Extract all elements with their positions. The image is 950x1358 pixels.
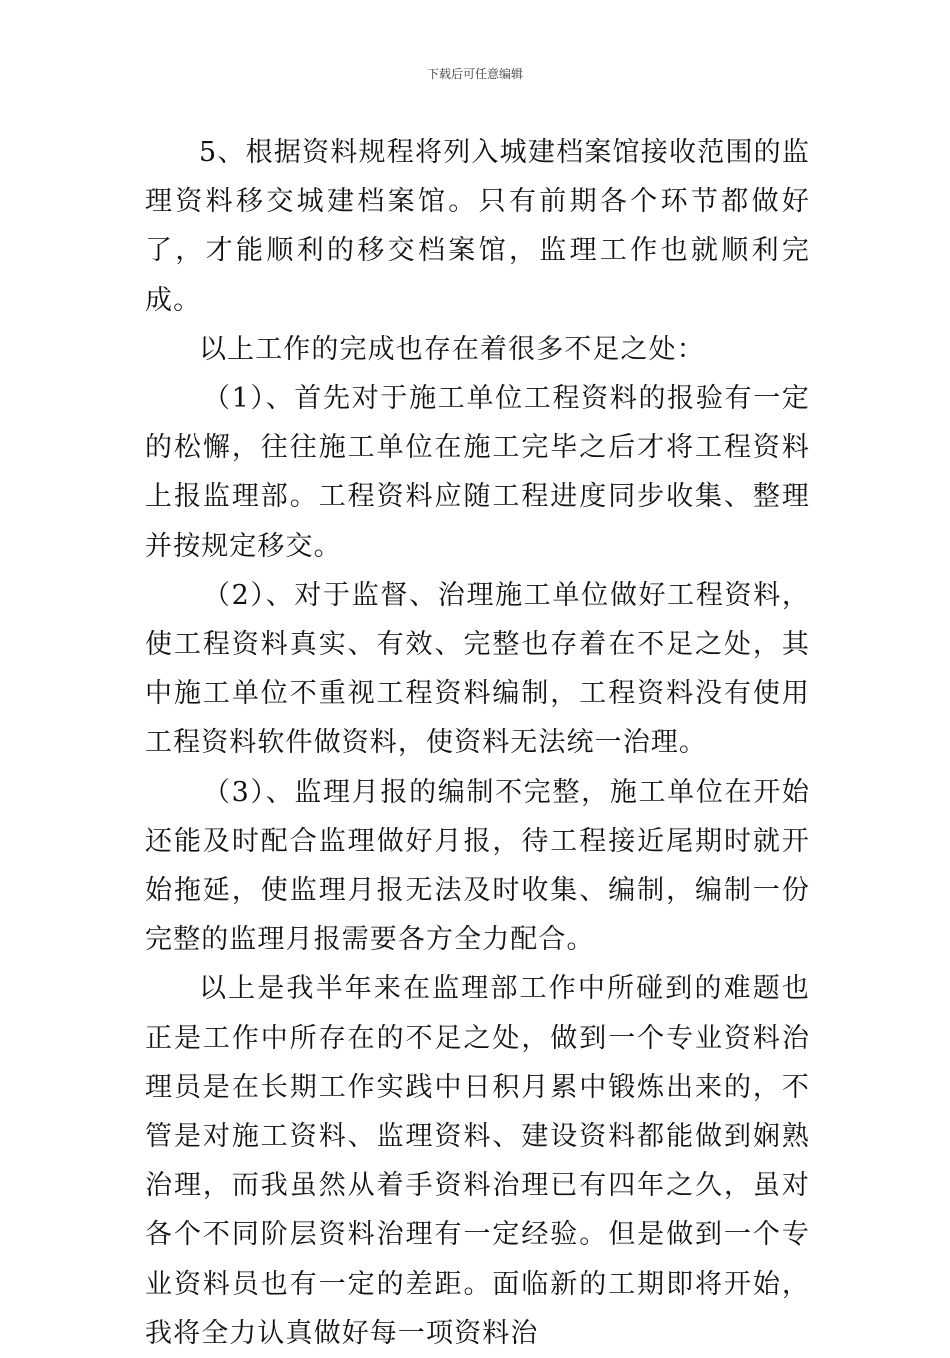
paragraph-shortcoming-1: （1）、首先对于施工单位工程资料的报验有一定的松懈，往往施工单位在施工完毕之后才将工程资料上报监理部。工程资料应随工程进度同步收集、整理并按规定移交。	[145, 383, 810, 562]
paragraph-shortcoming-2: （2）、对于监督、治理施工单位做好工程资料，使工程资料真实、有效、完整也存着在不足之处，其中施工单位不重视工程资料编制，工程资料没有使用工程资料软件做资料，使资料无法统一治理。	[145, 579, 810, 759]
paragraph-shortcomings-intro: 以上工作的完成也存在着很多不足之处：	[199, 333, 705, 365]
document-body	[145, 128, 810, 1358]
paragraph-archive-transfer: 5、根据资料规程将列入城建档案馆接收范围的监理资料移交城建档案馆。只有前期各个环节都做好了，才能顺利的移交档案馆，监理工作也就顺利完成。	[145, 137, 810, 316]
paragraph-shortcoming-3: （3）、监理月报的编制不完整，施工单位在开始还能及时配合监理做好月报，待工程接近尾期时就开始拖延，使监理月报无法及时收集、编制，编制一份完整的监理月报需要各方全力配合。	[145, 776, 810, 956]
page-header-note: 下载后可任意编辑	[426, 67, 523, 81]
paragraph-summary: 以上是我半年来在监理部工作中所碰到的难题也正是工作中所存在的不足之处，做到一个专业资料治理员是在长期工作实践中日积月累中锻炼出来的，不管是对施工资料、监理资料、建设资料都能做到娴熟治理，而我虽然从着手资料治理已有四年之久，虽对各个不同阶层资料治理有一定经验。但是做到一个专业资料员也有一定的差距。面临新的工期即将开始，我将全力认真做好每一项资料治	[145, 973, 810, 1349]
